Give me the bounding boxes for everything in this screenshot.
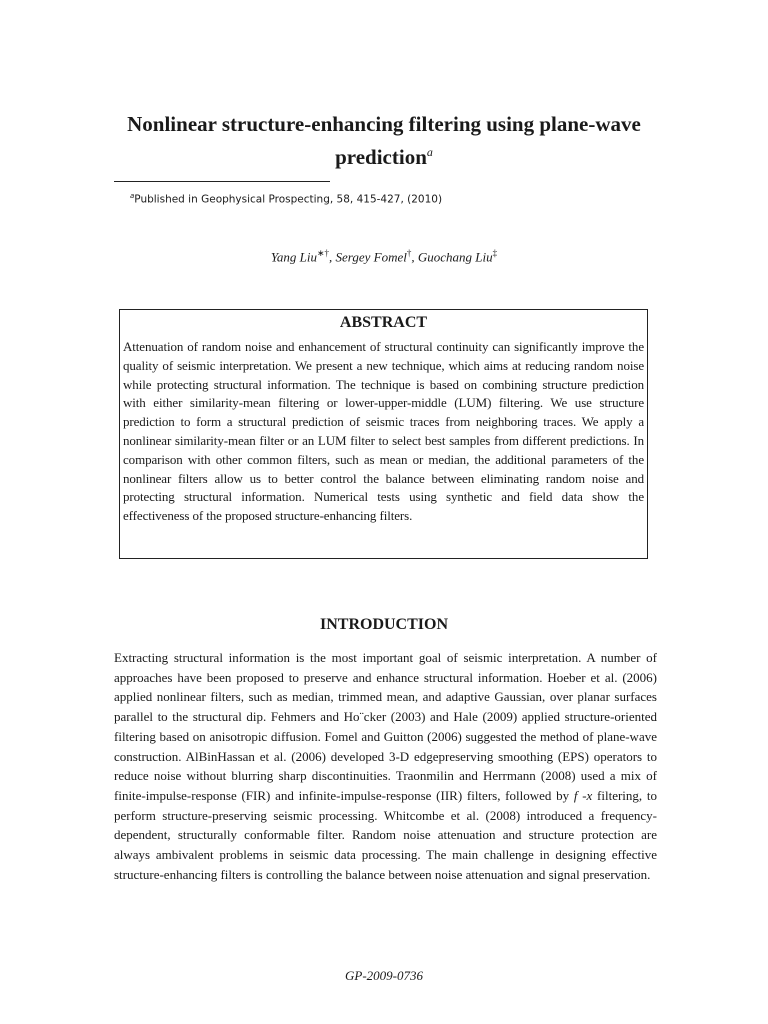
author-name: Sergey Fomel xyxy=(335,249,407,265)
author-name: Guochang Liu xyxy=(417,249,493,265)
author-list xyxy=(114,244,654,266)
abstract-text: Attenuation of random noise and enhancement of structural continuity can significantly improve the quality of seismic interpretation. We present a new technique, which aims at reducing random noise while protecting structural information. The technique is based on combining structure prediction with either similarity-mean filtering or lower-upper-middle (LUM) filtering. We use structure prediction to form a structural prediction of seismic traces from neighboring traces. We apply a nonlinear similarity-mean filter or an LUM filter to select best samples from different predictions. In comparison with other common filters, such as mean or median, the additional parameters of the nonlinear filters allow us to better control the balance between eliminating random noise and protecting structural information. Numerical tests using synthetic and field data show the effectiveness of the proposed structure-enhancing filters. xyxy=(123,339,644,524)
author-name: Yang Liu xyxy=(270,249,317,265)
abstract-box xyxy=(119,309,648,559)
author-affiliation-marks: † xyxy=(406,248,412,258)
author-affiliation-marks: ∗† xyxy=(316,248,330,258)
introduction-paragraph xyxy=(114,648,657,884)
intro-fx-term: f -x xyxy=(573,787,593,803)
footnote-divider xyxy=(114,181,330,182)
title-footnote-marker: a xyxy=(426,145,433,159)
introduction-heading: INTRODUCTION xyxy=(319,616,448,633)
title-text: Nonlinear structure-enhancing filtering using plane-wave prediction xyxy=(127,112,641,169)
publication-footnote xyxy=(130,189,442,207)
abstract-heading: ABSTRACT xyxy=(339,314,428,331)
author-affiliation-marks: ‡ xyxy=(492,248,498,258)
footnote-marker: a xyxy=(130,192,135,200)
author-separator: , xyxy=(329,249,336,265)
paper-title xyxy=(100,110,668,171)
author-separator: , xyxy=(411,249,418,265)
intro-text-part-2: filtering, to perform structure-preserving seismic processing. Whitcombe et al. (2008) introduced a frequency-dependent, structurally conformable filter. Random noise attenuation and structure protection are always ambivalent problems in seismic data processing. The main challenge in designing effective structure-enhancing filters is controlling the balance between noise attenuation and signal preservation. xyxy=(114,787,658,882)
intro-text-part-1: Extracting structural information is the most important goal of seismic interpretation. A number of approaches have been proposed to preserve and enhance structural information. Hoeber et al. (2006) applied nonlinear filters, such as median, trimmed mean, and adaptive Gaussian, over planar surfaces parallel to the structural dip. Fehmers and Ho¨cker (2003) and Hale (2009) applied structure-oriented filtering based on anisotropic diffusion. Fomel and Guitton (2006) suggested the method of plane-wave construction. AlBinHassan et al. (2006) developed 3-D edgepreserving smoothing (EPS) operators to reduce noise without blurring sharp discontinuities. Traonmilin and Herrmann (2008) used a mix of finite-impulse-response (FIR) and infinite-impulse-response (IIR) filters, followed by xyxy=(114,650,657,803)
manuscript-id-footer: GP-2009-0736 xyxy=(345,968,423,983)
footnote-text: Published in Geophysical Prospecting, 58, 415-427, (2010) xyxy=(134,193,443,206)
